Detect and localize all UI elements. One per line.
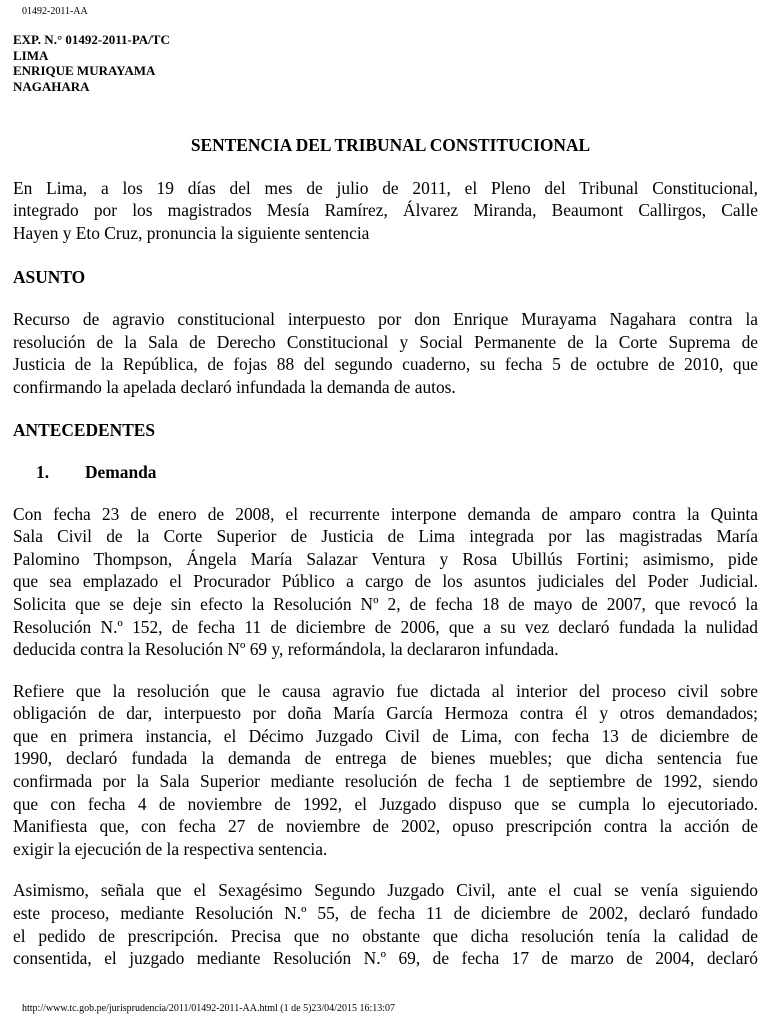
paragraph-line: que sea emplazado el Procurador Público a cargo de los asuntos judiciales del Poder Judicial. <box>13 571 758 592</box>
asunto-line: confirmando la apelada declaró infundada la demanda de autos. <box>13 376 456 397</box>
paragraph-line: Refiere que la resolución que le causa agravio fue dictada al interior del proceso civil sobre <box>13 680 758 701</box>
document-title: SENTENCIA DEL TRIBUNAL CONSTITUCIONAL <box>190 135 591 155</box>
case-header <box>13 32 170 94</box>
paragraph-line: Palomino Thompson, Ángela María Salazar Ventura y Rosa Ubillús Fortini; asimismo, pide <box>13 548 758 569</box>
paragraph-line: Asimismo, señala que el Sexagésimo Segundo Juzgado Civil, ante el cual se venía siguiendo <box>13 880 758 901</box>
page-header-doc-id: 01492-2011-AA <box>22 6 88 17</box>
paragraph-line: confirmada por la Sala Superior mediante resolución de fecha 1 de septiembre de 1992, siendo <box>13 771 758 792</box>
paragraph-line: que en primera instancia, el Décimo Juzgado Civil de Lima, con fecha 13 de diciembre de <box>13 725 758 746</box>
case-number: EXP. N.° 01492-2011-PA/TC <box>13 32 170 47</box>
paragraph-line: Sala Civil de la Corte Superior de Justicia de Lima integrada por las magistradas María <box>13 526 758 547</box>
paragraph-line: 1990, declaró fundada la demanda de entrega de bienes muebles; que dicha sentencia fue <box>13 748 758 769</box>
asunto-line: Recurso de agravio constitucional interpuesto por don Enrique Murayama Nagahara contra la <box>13 308 758 329</box>
paragraph-line: obligación de dar, interpuesto por doña María García Hermoza contra él y otros demandados; <box>13 703 758 724</box>
case-city: LIMA <box>13 47 49 63</box>
paragraph-line: deducida contra la Resolución Nº 69 y, reformándola, la declararon infundada. <box>13 639 559 660</box>
document-body <box>13 134 758 970</box>
paragraph-line: el pedido de prescripción. Precisa que no obstante que dicha resolución tenía la calidad de <box>13 925 758 946</box>
asunto-line: resolución de la Sala de Derecho Constitucional y Social Permanente de la Corte Suprema de <box>13 331 758 352</box>
section-heading-antecedentes: ANTECEDENTES <box>13 420 156 441</box>
paragraph-line: este proceso, mediante Resolución N.º 55, de fecha 11 de diciembre de 2002, declaró fundado <box>13 903 758 924</box>
subheading-demanda <box>13 461 758 484</box>
demanda-paragraph-3 <box>13 879 758 969</box>
paragraph-line: exigir la ejecución de la respectiva sentencia. <box>13 838 328 859</box>
intro-line: Hayen y Eto Cruz, pronuncia la siguiente sentencia <box>13 222 370 243</box>
paragraph-line: Resolución N.º 152, de fecha 11 de diciembre de 2006, que a su vez declaró fundada la nulidad <box>13 616 758 637</box>
demanda-paragraph-2 <box>13 680 758 861</box>
asunto-line: Justicia de la República, de fojas 88 del segundo cuaderno, su fecha 5 de octubre de 2010, que <box>13 354 758 375</box>
paragraph-line: Manifiesta que, con fecha 27 de noviembre de 2002, opuso prescripción contra la acción de <box>13 816 758 837</box>
intro-line: integrado por los magistrados Mesía Ramírez, Álvarez Miranda, Beaumont Callirgos, Calle <box>13 200 758 221</box>
page-footer-url: http://www.tc.gob.pe/jurisprudencia/2011/01492-2011-AA.html (1 de 5)23/04/2015 16:13:07 <box>22 1003 396 1014</box>
subheading-title: Demanda <box>85 461 157 482</box>
demanda-paragraph-1 <box>13 503 758 661</box>
asunto-paragraph <box>13 308 758 398</box>
paragraph-line: consentida, el juzgado mediante Resolución N.º 69, de fecha 17 de marzo de 2004, declaró <box>13 948 758 969</box>
paragraph-line: Solicita que se deje sin efecto la Resolución Nº 2, de fecha 18 de mayo de 2007, que revocó la <box>13 593 758 614</box>
case-party-line-2: NAGAHARA <box>13 78 90 94</box>
intro-line: En Lima, a los 19 días del mes de julio de 2011, el Pleno del Tribunal Constitucional, <box>13 177 758 198</box>
paragraph-line: que con fecha 4 de noviembre de 1992, el Juzgado dispuso que se cumpla lo ejecutoriado. <box>13 793 758 814</box>
intro-paragraph <box>13 177 758 245</box>
case-party-line-1: ENRIQUE MURAYAMA <box>13 63 156 78</box>
paragraph-line: Con fecha 23 de enero de 2008, el recurrente interpone demanda de amparo contra la Quinta <box>13 503 758 524</box>
subheading-number: 1. <box>36 461 50 482</box>
section-heading-asunto: ASUNTO <box>13 267 86 288</box>
